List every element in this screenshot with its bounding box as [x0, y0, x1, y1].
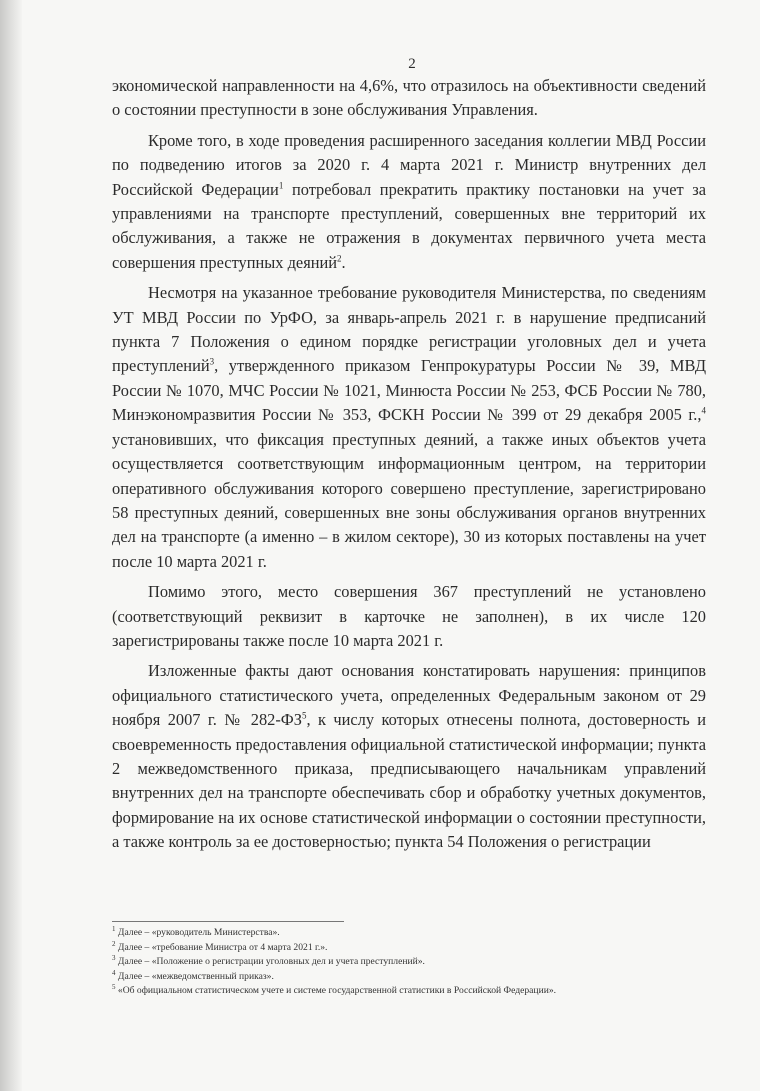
paragraph-4: Помимо этого, место совершения 367 преступлений не установлено (соответствующий реквизит в карточке не заполнен), в их числе 120 зарегистрированы также после 10 марта 2021 г. [112, 582, 706, 650]
footnote-item: $^2$ Далее – «требование Министра от 4 марта 2021 г.». [112, 939, 328, 953]
footnote-separator [112, 921, 344, 922]
footnote-item: $^4$ Далее – «межведомственный приказ». [112, 968, 274, 982]
body-text [112, 74, 706, 855]
page-number: 2 [408, 56, 416, 72]
footnote-ref-5: 5 [301, 710, 307, 721]
paragraph-2: Кроме того, в ходе проведения расширенного заседания коллегии МВД России по подведению итогов за 2020 г. 4 марта 2021 г. Министр внутренних дел Российской Федерации$^1$ потребовал прекратить практику постановки на учет за управлениями на транспорте преступлений, совершенных вне территорий их обслуживания, а также не отражения в документах первичного учета места совершения преступных деяний$^2$. [112, 130, 707, 272]
paragraph-1: экономической направленности на 4,6%, что отразилось на объективности сведений о состоянии преступности в зоне обслуживания Управления. [112, 76, 706, 120]
footnote-item: $^3$ Далее – «Положение о регистрации уголовных дел и учета преступлений». [112, 953, 425, 967]
footnote-item: $^1$ Далее – «руководитель Министерства». [112, 924, 280, 938]
footnote-ref-4: 4 [701, 405, 706, 416]
paragraph-3: Несмотря на указанное требование руководителя Министерства, по сведениям УТ МВД России по УрФО, за январь-апрель 2021 г. в нарушение предписаний пункта 7 Положения о едином порядке регистрации уголовных дел и учета преступлений$^3$, утвержденного приказом Генпрокуратуры России № 39, МВД России № 1070, МЧС России № 1021, Минюста России № 253, ФСБ России № 780, Минэкономразвития России № 353, ФСКН России № 399 от 29 декабря 2005 г.,$^4$ установивших, что фиксация преступных деяний, а также иных объектов учета осуществляется соответствующим информационным центром, на территории оперативного обслуживания которого совершено преступление, зарегистрировано 58 преступных деяний, совершенных вне зоны обслуживания органов внутренних дел на транспорте (а именно – в жилом секторе), 30 из которых поставлены на учет после 10 марта 2021 г. [112, 283, 706, 571]
footnotes [112, 926, 712, 999]
footnote-ref-2: 2 [337, 253, 342, 264]
footnote-ref-1: 1 [278, 180, 284, 191]
footnote-item: $^5$ «Об официальном статистическом учете и системе государственной статистики в Российской Федерации». [112, 982, 557, 996]
footnote-ref-3: 3 [209, 357, 215, 367]
page-edge-shadow [0, 0, 22, 1091]
paragraph-5: Изложенные факты дают основания констатировать нарушения: принципов официального статистического учета, определенных Федеральным законом от 29 ноября 2007 г. № $282-ФЗ^5$, к числу которых отнесены полнота, достоверность и своевременность предоставления официальной статистической информации; пункта 2 межведомственного приказа, предписывающего начальникам управлений внутренних дел на транспорте обеспечивать сбор и обработку учетных документов, формирование на их основе статистической информации о состоянии преступности, а также контроль за ее достоверностью; пункта 54 Положения о регистрации [112, 661, 706, 852]
